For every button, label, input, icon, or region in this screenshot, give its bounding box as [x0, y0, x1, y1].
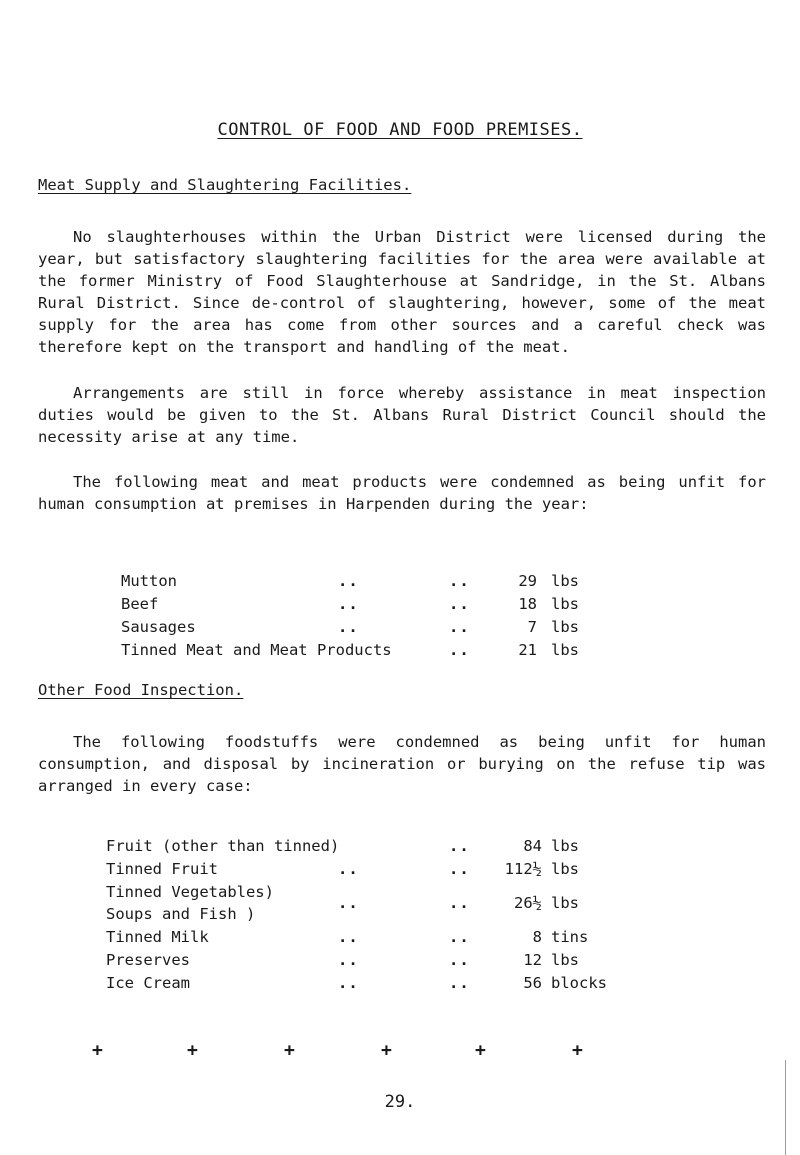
item-quantity: 26½ — [514, 894, 542, 912]
list-item — [0, 858, 800, 880]
item-leader-dots: .. — [449, 894, 470, 912]
item-name: Tinned Vegetables) — [106, 883, 274, 901]
item-leader-dots: .. — [338, 974, 359, 992]
item-leader-dots: .. — [338, 894, 359, 912]
item-leader-dots: .. — [449, 837, 470, 855]
item-unit: lbs — [551, 837, 579, 855]
list-item — [0, 972, 800, 994]
list-item — [0, 835, 800, 857]
item-name: Tinned Milk — [106, 928, 209, 946]
item-quantity: 12 — [523, 951, 542, 969]
paragraph-arrangements: Arrangements are still in force whereby assistance in meat inspection duties would be given to the St. Albans Rural District Council should the necessity arise at any time. — [38, 384, 766, 446]
item-unit: lbs — [551, 595, 579, 613]
item-quantity: 56 — [523, 974, 542, 992]
list-item — [0, 639, 800, 661]
item-name: Beef — [121, 595, 159, 613]
section-end-crosses — [0, 1040, 800, 1062]
cross-mark: + — [284, 1040, 295, 1061]
item-unit: blocks — [551, 974, 607, 992]
item-leader-dots: .. — [449, 618, 470, 636]
list-item — [0, 593, 800, 615]
item-leader-dots: .. — [338, 595, 359, 613]
item-unit: lbs — [551, 572, 579, 590]
list-item — [0, 949, 800, 971]
list-item — [0, 881, 800, 925]
item-name: Ice Cream — [106, 974, 190, 992]
paragraph-foodstuffs-condemned-intro: The following foodstuffs were condemned as being unfit for human consumption, and disposal by incineration or burying on the refuse tip was arranged in every case: — [38, 733, 766, 795]
item-leader-dots: .. — [449, 951, 470, 969]
item-leader-dots: .. — [338, 618, 359, 636]
item-unit: lbs — [551, 894, 579, 912]
item-name: Preserves — [106, 951, 190, 969]
item-quantity: 7 — [527, 618, 537, 636]
item-quantity: 21 — [518, 641, 537, 659]
item-leader-dots: .. — [449, 641, 470, 659]
item-leader-dots: .. — [449, 860, 470, 878]
item-quantity: 29 — [518, 572, 537, 590]
item-unit: lbs — [551, 618, 579, 636]
item-name: Tinned Meat and Meat Products — [121, 641, 392, 659]
item-unit: lbs — [551, 860, 579, 878]
section-heading-other-food: Other Food Inspection. — [38, 681, 244, 699]
item-quantity: 8 — [532, 928, 542, 946]
item-leader-dots: .. — [449, 928, 470, 946]
section-heading-meat-supply: Meat Supply and Slaughtering Facilities. — [38, 176, 412, 194]
item-leader-dots: .. — [338, 860, 359, 878]
scan-edge-line — [785, 1060, 786, 1155]
page-title: CONTROL OF FOOD AND FOOD PREMISES. — [217, 120, 583, 140]
item-leader-dots: .. — [449, 572, 470, 590]
item-unit: lbs — [551, 951, 579, 969]
item-leader-dots: .. — [449, 595, 470, 613]
item-leader-dots: .. — [338, 572, 359, 590]
item-name: Sausages — [121, 618, 196, 636]
cross-mark: + — [475, 1040, 486, 1061]
cross-mark: + — [572, 1040, 583, 1061]
list-item — [0, 616, 800, 638]
list-item — [0, 926, 800, 948]
item-name: Mutton — [121, 572, 177, 590]
item-unit: lbs — [551, 641, 579, 659]
page-number: 29. — [384, 1092, 416, 1112]
item-leader-dots: .. — [338, 928, 359, 946]
item-leader-dots: .. — [338, 951, 359, 969]
cross-mark: + — [381, 1040, 392, 1061]
item-name: Fruit (other than tinned) — [106, 837, 340, 855]
cross-mark: + — [187, 1040, 198, 1061]
item-name: Tinned Fruit — [106, 860, 218, 878]
item-quantity: 112½ — [504, 860, 542, 878]
cross-mark: + — [92, 1040, 103, 1061]
paragraph-slaughterhouses: No slaughterhouses within the Urban District were licensed during the year, but satisfactory slaughtering facilities for the area were available at the former Ministry of Food Slaughterhouse at Sandridge, in the St. Albans Rural District. Since de-control of slaughtering, however, some of the meat supply for the area has come from other sources and a careful check was therefore kept on the transport and handling of the meat. — [38, 228, 766, 356]
item-quantity: 84 — [523, 837, 542, 855]
item-name-continued: Soups and Fish ) — [106, 905, 256, 923]
item-quantity: 18 — [518, 595, 537, 613]
item-leader-dots: .. — [449, 974, 470, 992]
list-item — [0, 570, 800, 592]
paragraph-meat-condemned-intro: The following meat and meat products were condemned as being unfit for human consumption at premises in Harpenden during the year: — [38, 473, 766, 513]
item-unit: tins — [551, 928, 589, 946]
